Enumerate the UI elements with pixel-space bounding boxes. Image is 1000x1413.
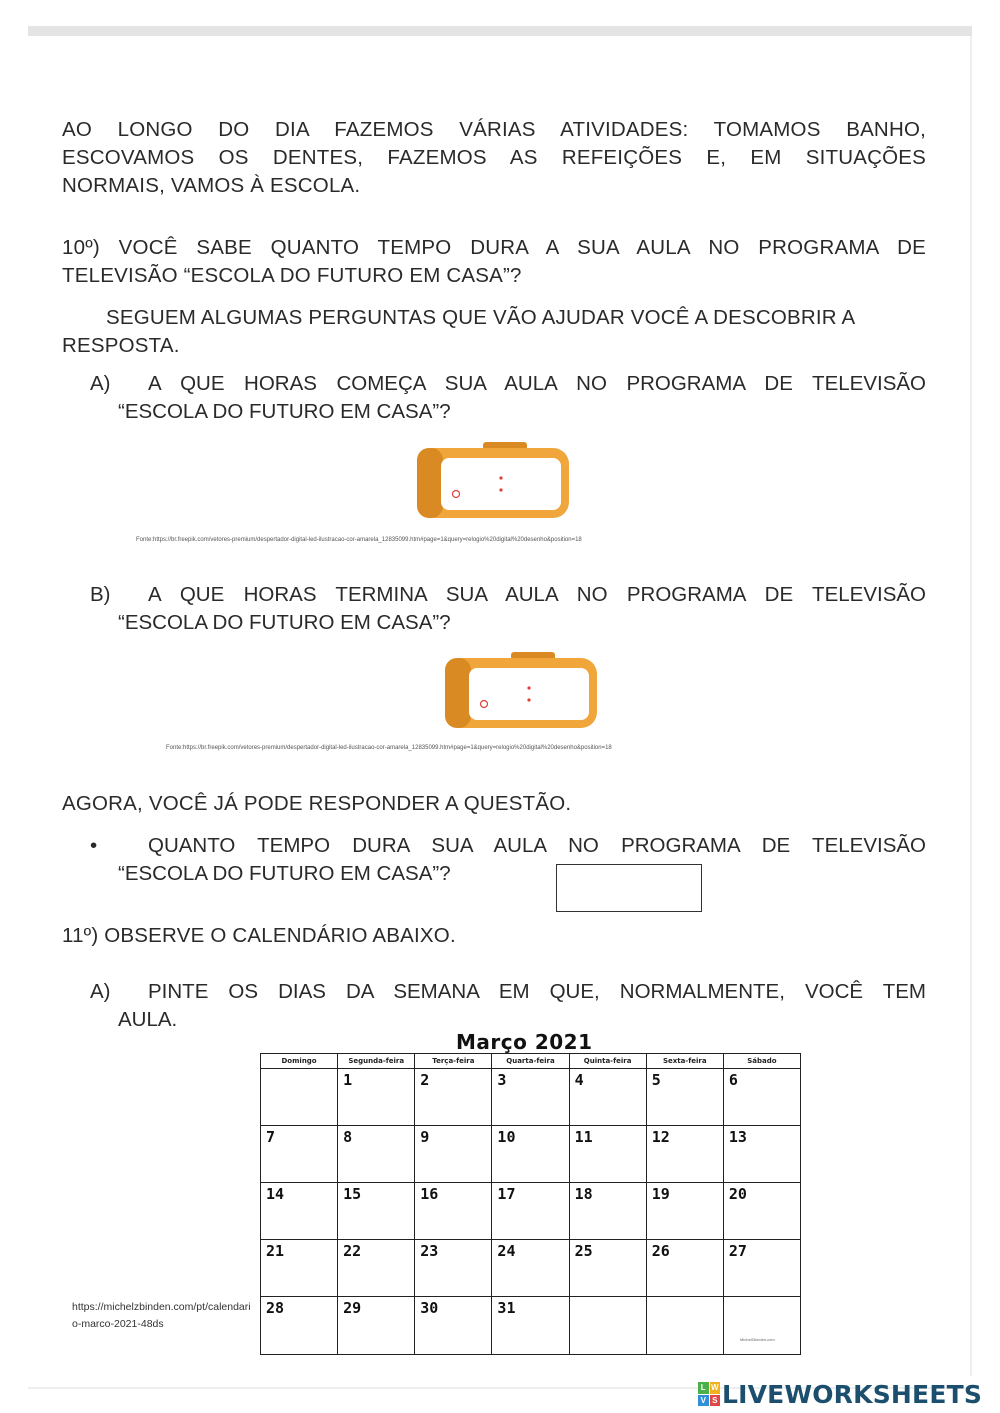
calendar-day-cell[interactable]: 14: [261, 1183, 338, 1240]
calendar-week-row: [261, 1069, 801, 1126]
intro-paragraph: [62, 116, 926, 200]
question-10-line-1: 10º) VOCÊ SABE QUANTO TEMPO DURA A SUA AULA NO PROGRAMA DE: [62, 236, 926, 259]
calendar-day-cell[interactable]: 20: [723, 1183, 800, 1240]
item-b-line-2: “ESCOLA DO FUTURO EM CASA”?: [118, 611, 451, 634]
question-10-item-b: [90, 581, 926, 637]
duration-line-2: “ESCOLA DO FUTURO EM CASA”?: [118, 862, 451, 885]
question-10-item-a: [90, 370, 926, 426]
intro-line-2: ESCOVAMOS OS DENTES, FAZEMOS AS REFEIÇÕES E, EM SITUAÇÕES: [62, 146, 926, 169]
question-10-line-2: TELEVISÃO “ESCOLA DO FUTURO EM CASA”?: [62, 264, 522, 287]
calendar-day-cell[interactable]: 13: [723, 1126, 800, 1183]
clock-b-source: Fonte:https://br.freepik.com/vetores-premium/despertador-digital-led-ilustracao-cor-amarela_12835099.htm#page=1&query=relogio%20digital%20desenho&position=18: [166, 745, 612, 751]
calendar-day-cell[interactable]: 17: [492, 1183, 569, 1240]
calendar-day-cell[interactable]: 24: [492, 1240, 569, 1297]
calendar-week-row: [261, 1240, 801, 1297]
item-b-line-1: A QUE HORAS TERMINA SUA AULA NO PROGRAMA DE TELEVISÃO: [148, 583, 926, 606]
calendar-day-cell[interactable]: 4: [569, 1069, 646, 1126]
calendar-day-cell[interactable]: 27: [723, 1240, 800, 1297]
clock-colon-bottom: [499, 488, 502, 491]
duration-line-1: QUANTO TEMPO DURA SUA AULA NO PROGRAMA DE TELEVISÃO: [148, 834, 926, 857]
calendar-source-link: https://michelzbinden.com/pt/calendario-marco-2021-48ds: [72, 1301, 251, 1330]
calendar-day-cell[interactable]: 11: [569, 1126, 646, 1183]
item-b-marker: B): [90, 583, 111, 606]
weekday-header: Domingo: [261, 1054, 338, 1069]
item-a-line-2: “ESCOLA DO FUTURO EM CASA”?: [118, 400, 451, 423]
calendar-weekday-row: [261, 1054, 801, 1069]
calendar-day-cell[interactable]: 2: [415, 1069, 492, 1126]
q11-item-a-line-2: AULA.: [118, 1008, 178, 1031]
calendar-day-cell[interactable]: 31: [492, 1297, 569, 1355]
clock-a-source: Fonte:https://br.freepik.com/vetores-premium/despertador-digital-led-ilustracao-cor-amarela_12835099.htm#page=1&query=relogio%20digital%20desenho&position=18: [136, 537, 582, 543]
logo-letter: W: [710, 1383, 719, 1392]
logo-letter: S: [710, 1395, 721, 1407]
start-time-clock: [413, 440, 573, 522]
calendar-week-row: [261, 1183, 801, 1240]
calendar-day-cell[interactable]: [723, 1297, 800, 1355]
now-answer-text: AGORA, VOCÊ JÁ PODE RESPONDER A QUESTÃO.: [62, 792, 572, 815]
calendar-day-cell[interactable]: 5: [646, 1069, 723, 1126]
calendar-day-cell[interactable]: 30: [415, 1297, 492, 1355]
q11-item-a-marker: A): [90, 980, 111, 1003]
item-a-line-1: A QUE HORAS COMEÇA SUA AULA NO PROGRAMA DE TELEVISÃO: [148, 372, 926, 395]
calendar-day-cell[interactable]: [569, 1297, 646, 1355]
intro-line-1: AO LONGO DO DIA FAZEMOS VÁRIAS ATIVIDADES: TOMAMOS BANHO,: [62, 118, 926, 141]
intro-line-3: NORMAIS, VAMOS À ESCOLA.: [62, 174, 361, 197]
clock-colon-top: [527, 686, 530, 689]
calendar-credit: MichelZbinden.com: [740, 1337, 775, 1342]
duration-question: [90, 832, 926, 888]
calendar-day-cell[interactable]: 19: [646, 1183, 723, 1240]
page-right-edge: [970, 36, 972, 1376]
calendar-day-cell[interactable]: 10: [492, 1126, 569, 1183]
clock-side-shade: [445, 658, 471, 728]
item-a-marker: A): [90, 372, 111, 395]
calendar-day-cell[interactable]: 25: [569, 1240, 646, 1297]
weekday-header: Sábado: [723, 1054, 800, 1069]
calendar-day-cell[interactable]: 18: [569, 1183, 646, 1240]
calendar-day-cell[interactable]: 22: [338, 1240, 415, 1297]
bullet-icon: •: [90, 834, 98, 857]
weekday-header: Segunda-feira: [338, 1054, 415, 1069]
liveworksheets-logo-icon: [698, 1382, 720, 1406]
calendar-day-cell[interactable]: 8: [338, 1126, 415, 1183]
calendar-day-cell[interactable]: 23: [415, 1240, 492, 1297]
question-11-heading: 11º) OBSERVE O CALENDÁRIO ABAIXO.: [62, 924, 456, 947]
clock-colon-top: [499, 476, 502, 479]
calendar-day-cell[interactable]: 21: [261, 1240, 338, 1297]
weekday-header: Terça-feira: [415, 1054, 492, 1069]
calendar-day-cell[interactable]: 16: [415, 1183, 492, 1240]
calendar-day-cell[interactable]: 29: [338, 1297, 415, 1355]
calendar-day-cell[interactable]: 7: [261, 1126, 338, 1183]
q11-item-a-line-1: PINTE OS DIAS DA SEMANA EM QUE, NORMALMENTE, VOCÊ TEM: [148, 980, 926, 1003]
liveworksheets-wordmark: LIVEWORKSHEETS: [722, 1379, 983, 1409]
calendar-day-cell[interactable]: 26: [646, 1240, 723, 1297]
calendar-day-cell[interactable]: 12: [646, 1126, 723, 1183]
calendar-day-cell[interactable]: 28: [261, 1297, 338, 1355]
calendar-day-cell[interactable]: [261, 1069, 338, 1126]
clock-colon-bottom: [527, 698, 530, 701]
weekday-header: Quarta-feira: [492, 1054, 569, 1069]
top-toolbar-bar: [28, 26, 972, 36]
calendar-title: Março 2021: [456, 1030, 593, 1054]
end-time-clock: [441, 650, 601, 732]
calendar-week-row: [261, 1126, 801, 1183]
clock-screen[interactable]: [469, 668, 589, 720]
calendar-table: [260, 1053, 801, 1355]
calendar-day-cell[interactable]: 9: [415, 1126, 492, 1183]
calendar-day-cell[interactable]: [646, 1297, 723, 1355]
liveworksheets-logo: [698, 1376, 982, 1412]
calendar-day-cell[interactable]: 1: [338, 1069, 415, 1126]
logo-letter: V: [698, 1395, 709, 1407]
duration-answer-input[interactable]: [556, 864, 702, 912]
question-11-item-a: [90, 978, 926, 1034]
helper-paragraph: SEGUEM ALGUMAS PERGUNTAS QUE VÃO AJUDAR VOCÊ A DESCOBRIR A RESPOSTA.: [62, 306, 855, 357]
calendar-week-row: [261, 1297, 801, 1355]
calendar-day-cell[interactable]: 15: [338, 1183, 415, 1240]
clock-side-shade: [417, 448, 443, 518]
weekday-header: Sexta-feira: [646, 1054, 723, 1069]
calendar-day-cell[interactable]: 6: [723, 1069, 800, 1126]
question-10-heading: [62, 234, 926, 290]
weekday-header: Quinta-feira: [569, 1054, 646, 1069]
clock-screen[interactable]: [441, 458, 561, 510]
calendar-day-cell[interactable]: 3: [492, 1069, 569, 1126]
logo-letter: L: [698, 1382, 709, 1394]
